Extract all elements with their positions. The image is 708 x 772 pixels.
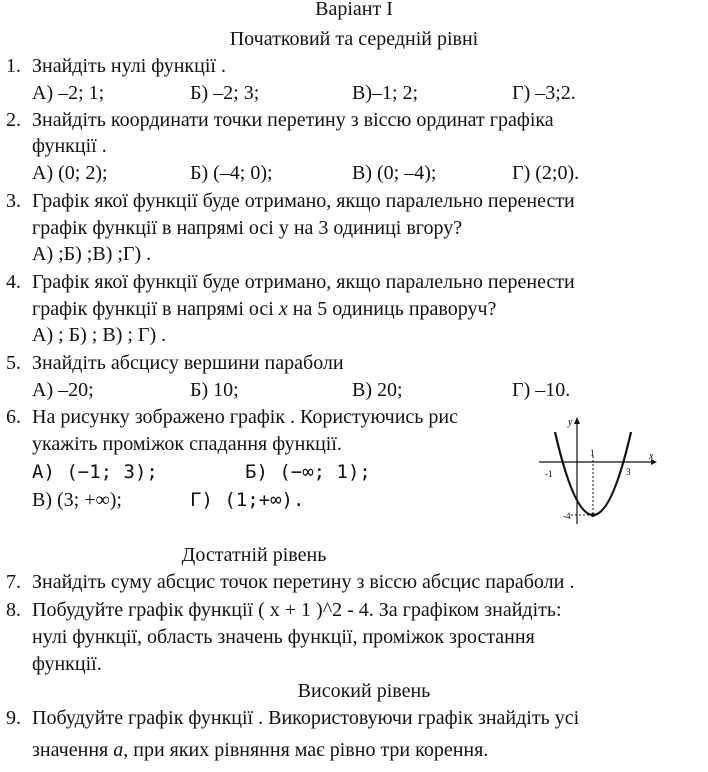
q5-text: Знайдіть абсцису вершини параболи [32, 352, 344, 374]
q2-option-d: Г) (2;0). [512, 162, 580, 184]
q9-text-line2-end: при яких рівняння має рівно три корення. [128, 739, 489, 761]
graph-y-arrow [574, 417, 580, 424]
graph-x-label: x [649, 451, 654, 462]
q9-parameter-variable: а, [113, 739, 129, 761]
q8-text-line1: Побудуйте графік функції ( x + 1 )^2 - 4. За графіком знайдіть: [32, 599, 562, 621]
q6-option-b: Б) (−∞; 1); [245, 461, 371, 483]
q7-text: Знайдіть суму абсцис точок перетину з віссю абсцис параболи . [32, 571, 575, 593]
q2-option-c: В) (0; –4); [352, 162, 437, 184]
q4-axis-variable: х [278, 298, 288, 320]
q2-number: 2. [6, 109, 21, 131]
q1-text: Знайдіть нулі функції . [32, 55, 226, 77]
q4-text-line2-start: графік функції в напрямі осі [32, 298, 279, 320]
q8-text-line3: функції. [32, 653, 102, 675]
q6-number: 6. [6, 406, 21, 428]
q4-options: А) ; Б) ; В) ; Г) . [32, 324, 167, 346]
parabola-graph [535, 412, 660, 527]
variant-title: Варіант I [315, 0, 393, 20]
q3-text-line2: графік функції в напрямі осі у на 3 одиниці вгору? [32, 217, 463, 239]
level-heading-high: Високий рівень [297, 680, 431, 702]
q6-option-d: Г) (1;+∞). [190, 489, 305, 511]
q3-number: 3. [6, 190, 21, 212]
level-heading-sufficient: Достатній рівень [181, 544, 327, 566]
graph-tick-1: 1 [590, 448, 595, 458]
q6-text-line2: укажіть проміжок спадання функції. [32, 433, 342, 455]
q9-number: 9. [6, 707, 21, 729]
graph-tick-3: 3 [626, 467, 631, 477]
q2-option-a: А) (0; 2); [32, 162, 108, 184]
q8-text-line2: нулі функції, область значень функції, проміжок зростання [32, 626, 535, 648]
q1-number: 1. [6, 55, 21, 77]
q5-option-c: В) 20; [352, 379, 403, 401]
q5-number: 5. [6, 352, 21, 374]
q3-text-line1: Графік якої функції буде отримано, якщо паралельно перенести [32, 190, 575, 212]
q3-options: А) ;Б) ;В) ;Г) . [32, 243, 152, 265]
q2-text-line1: Знайдіть координати точки перетину з віссю ординат графіка [32, 109, 554, 131]
q6-option-c: В) (3; +∞); [32, 489, 122, 511]
q1-option-b: Б) –2; 3; [190, 82, 260, 104]
q5-option-a: А) –20; [32, 379, 94, 401]
q2-text-line2: функції . [32, 135, 107, 157]
q8-number: 8. [6, 599, 21, 621]
q9-text-line1: Побудуйте графік функції . Використовуючи графік знайдіть усі [32, 707, 580, 729]
q1-option-d: Г) –3;2. [512, 82, 576, 104]
q7-number: 7. [6, 571, 21, 593]
q1-option-a: А) –2; 1; [32, 82, 105, 104]
q9-text-line2-start: значення [32, 739, 114, 761]
q6-text-line1: На рисунку зображено графік . Користуючись рис [32, 406, 458, 428]
q5-option-b: Б) 10; [190, 379, 239, 401]
q2-option-b: Б) (–4; 0); [190, 162, 273, 184]
graph-tick-neg1: -1 [545, 469, 553, 479]
graph-tick-neg4: -4 [563, 511, 571, 521]
q4-text-line2-end: на 5 одиниць праворуч? [287, 298, 497, 320]
q5-option-d: Г) –10. [512, 379, 571, 401]
level-heading-basic: Початковий та середній рівні [229, 28, 479, 50]
graph-vertex-point [591, 513, 595, 517]
q4-text-line1: Графік якої функції буде отримано, якщо паралельно перенести [32, 271, 575, 293]
q9-text-line2 [32, 737, 488, 763]
q4-text-line2 [32, 296, 496, 322]
graph-y-label: y [568, 417, 573, 428]
q6-option-a: А) (−1; 3); [32, 461, 158, 483]
q4-number: 4. [6, 271, 21, 293]
q1-option-c: В)–1; 2; [352, 82, 419, 104]
